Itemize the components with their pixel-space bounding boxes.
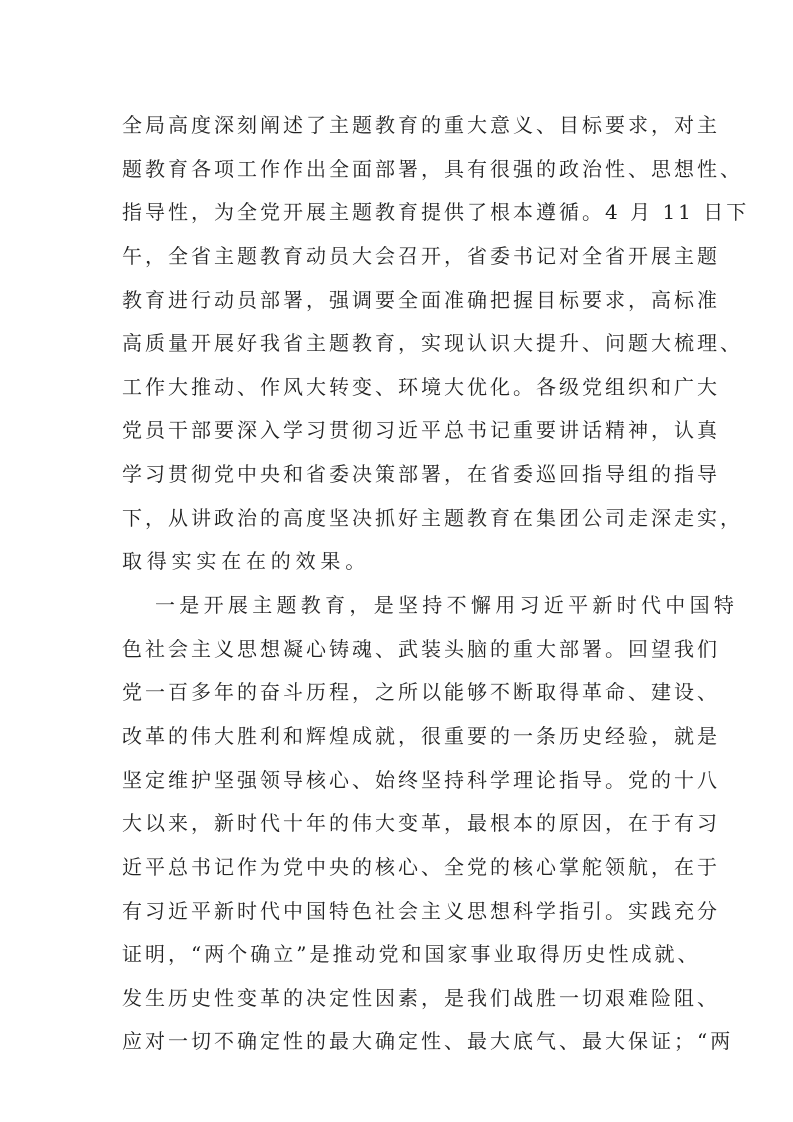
paragraph xyxy=(122,588,739,1068)
document-page xyxy=(122,108,750,1068)
text-line: 有习近平新时代中国特色社会主义思想科学指引。实践充分 xyxy=(122,898,720,923)
text-line: 大以来，新时代十年的伟大变革，最根本的原因，在于有习 xyxy=(122,811,720,836)
text-line: 党一百多年的奋斗历程，之所以能够不断取得革命、建设、 xyxy=(122,680,720,705)
text-line: 改革的伟大胜利和辉煌成就，很重要的一条历史经验，就是 xyxy=(122,723,720,748)
text-line: 教育进行动员部署，强调要全面准确把握目标要求，高标准 xyxy=(122,287,720,312)
text-line: 近平总书记作为党中央的核心、全党的核心掌舵领航，在于 xyxy=(122,854,720,879)
text-line: 高质量开展好我省主题教育，实现认识大提升、问题大梳理、 xyxy=(122,331,743,356)
text-line: 色社会主义思想凝心铸魂、武装头脑的重大部署。回望我们 xyxy=(122,636,720,661)
text-line: 应对一切不确定性的最大确定性、最大底气、最大保证；“两 xyxy=(122,1029,734,1054)
text-line: 坚定维护坚强领导核心、始终坚持科学理论指导。党的十八 xyxy=(122,767,720,792)
text-line: 指导性，为全党开展主题教育提供了根本遵循。4 月 11 日下 xyxy=(122,200,750,225)
text-line: 一是开展主题教育，是坚持不懈用习近平新时代中国特 xyxy=(155,593,739,618)
text-line: 工作大推动、作风大转变、环境大优化。各级党组织和广大 xyxy=(122,374,720,399)
paragraph xyxy=(122,108,750,588)
text-line: 证明，“两个确立”是推动党和国家事业取得历史性成就、 xyxy=(122,942,701,967)
text-line: 题教育各项工作作出全面部署，具有很强的政治性、思想性、 xyxy=(122,156,743,181)
text-line: 学习贯彻党中央和省委决策部署，在省委巡回指导组的指导 xyxy=(122,462,720,487)
text-line: 下，从讲政治的高度坚决抓好主题教育在集团公司走深走实， xyxy=(122,505,743,530)
text-line: 全局高度深刻阐述了主题教育的重大意义、目标要求，对主 xyxy=(122,113,720,137)
text-line: 发生历史性变革的决定性因素，是我们战胜一切艰难险阻、 xyxy=(122,985,720,1010)
text-line: 取得实实在在的效果。 xyxy=(122,549,370,574)
text-line: 党员干部要深入学习贯彻习近平总书记重要讲话精神，认真 xyxy=(122,418,720,443)
text-line: 午，全省主题教育动员大会召开，省委书记对全省开展主题 xyxy=(122,243,720,268)
